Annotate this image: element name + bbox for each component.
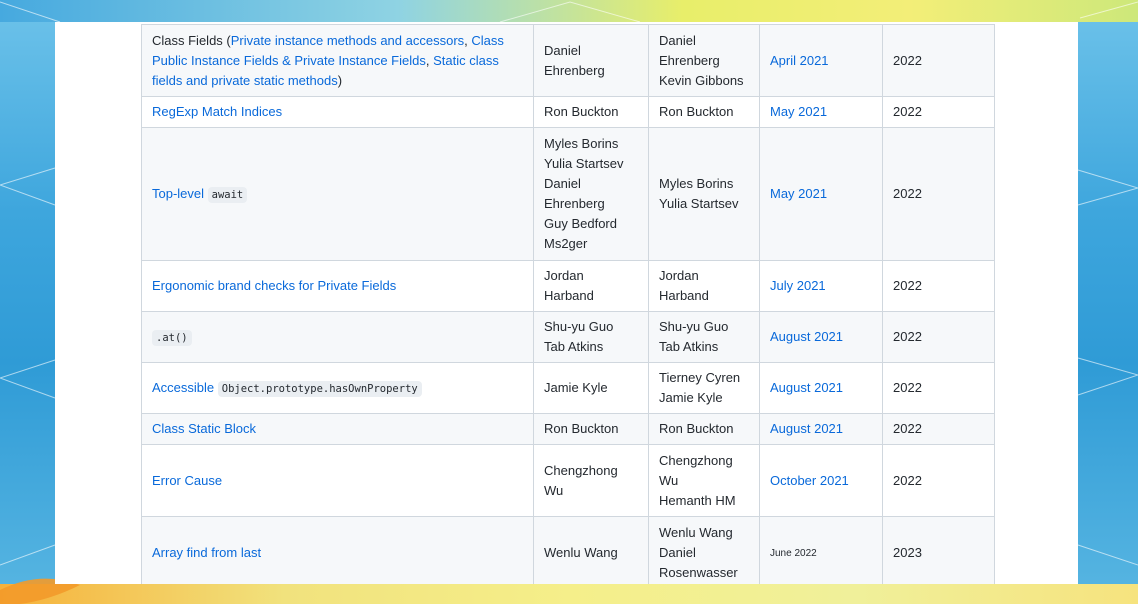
meeting-cell (760, 414, 883, 445)
meeting-link[interactable]: August 2021 (770, 421, 844, 436)
author-name: Yulia Startsev (544, 156, 624, 171)
author-name: Ron Buckton (544, 104, 619, 119)
authors-cell (534, 128, 649, 261)
table-row (142, 414, 995, 445)
code-snippet: await (208, 187, 248, 203)
meeting-link[interactable]: May 2021 (770, 186, 828, 201)
champion-name: Tab Atkins (659, 339, 719, 354)
proposal-link-text: Accessible (152, 379, 218, 395)
proposal-link[interactable]: Class Public Instance Fields & Private Instance Fields (152, 32, 504, 68)
champions-cell (649, 128, 760, 261)
proposal-cell (142, 363, 534, 414)
authors-cell (534, 97, 649, 128)
proposal-cell (142, 97, 534, 128)
champion-name: Hemanth HM (659, 492, 736, 508)
author-name: Daniel (544, 176, 581, 191)
champions-cell (649, 261, 760, 312)
table-row (142, 363, 995, 414)
year-cell: 2022 (883, 25, 995, 97)
author-name: Ms2ger (544, 236, 588, 251)
author-name: Daniel (544, 42, 581, 58)
authors-cell (534, 312, 649, 363)
proposal-link[interactable]: Class Static Block (152, 421, 257, 436)
authors-cell (534, 363, 649, 414)
champion-name: Wenlu Wang (659, 524, 733, 540)
meeting-date: June 2022 (770, 547, 817, 559)
champions-cell (649, 25, 760, 97)
separator-text: , (425, 52, 434, 68)
meeting-cell (760, 445, 883, 517)
proposal-link[interactable]: RegExp Match Indices (152, 104, 283, 119)
champion-name: Chengzhong (659, 452, 733, 468)
proposal-text: ) (337, 72, 343, 88)
proposal-cell (142, 261, 534, 312)
authors-cell (534, 25, 649, 97)
authors-cell (534, 517, 649, 585)
champion-name: Myles Borins (659, 176, 734, 191)
meeting-cell (760, 517, 883, 585)
author-name: Guy Bedford (544, 216, 617, 231)
authors-cell (534, 261, 649, 312)
code-snippet: .at() (152, 330, 192, 346)
champion-name: Jamie Kyle (659, 390, 723, 405)
authors-cell (534, 445, 649, 517)
year-cell: 2023 (883, 517, 995, 585)
year-cell: 2022 (883, 128, 995, 261)
champions-cell (649, 445, 760, 517)
table-row (142, 97, 995, 128)
proposal-cell (142, 25, 534, 97)
year-cell: 2022 (883, 414, 995, 445)
table-row (142, 445, 995, 517)
champion-name: Wu (659, 472, 679, 488)
table-row (142, 25, 995, 97)
meeting-link[interactable]: October 2021 (770, 472, 849, 488)
champion-name: Yulia Startsev (659, 196, 739, 211)
background-bottom-band (0, 584, 1138, 604)
meeting-link[interactable]: August 2021 (770, 329, 844, 344)
year-cell: 2022 (883, 97, 995, 128)
champions-cell (649, 97, 760, 128)
champion-name: Harband (659, 288, 709, 303)
proposal-link-text: Top-level (152, 185, 208, 201)
proposal-text: Class Fields ( (152, 32, 231, 48)
proposal-link[interactable] (152, 186, 247, 201)
proposal-link[interactable]: Array find from last (152, 544, 262, 560)
meeting-cell (760, 97, 883, 128)
meeting-link[interactable]: July 2021 (770, 278, 826, 293)
meeting-link[interactable]: August 2021 (770, 380, 844, 395)
meeting-cell (760, 261, 883, 312)
year-cell: 2022 (883, 312, 995, 363)
champion-name: Daniel (659, 32, 696, 48)
author-name: Shu-yu Guo (544, 319, 614, 334)
table-row (142, 128, 995, 261)
champions-cell (649, 414, 760, 445)
authors-cell (534, 414, 649, 445)
content-panel (55, 22, 1078, 584)
author-name: Ehrenberg (544, 196, 605, 211)
proposal-cell (142, 445, 534, 517)
proposal-link[interactable] (152, 380, 422, 395)
author-name: Ron Buckton (544, 421, 619, 436)
author-name: Jordan (544, 268, 584, 283)
meeting-cell (760, 363, 883, 414)
champion-name: Rosenwasser (659, 564, 738, 580)
champion-name: Kevin Gibbons (659, 72, 744, 88)
champion-name: Ron Buckton (659, 104, 734, 119)
author-name: Jamie Kyle (544, 380, 608, 395)
meeting-cell (760, 128, 883, 261)
proposal-cell (142, 312, 534, 363)
champions-cell (649, 312, 760, 363)
author-name: Harband (544, 288, 594, 303)
proposal-link[interactable] (152, 329, 192, 344)
champions-cell (649, 517, 760, 585)
champions-cell (649, 363, 760, 414)
meeting-link[interactable]: May 2021 (770, 104, 828, 119)
champion-name: Tierney Cyren (659, 370, 741, 385)
meeting-cell (760, 312, 883, 363)
year-cell: 2022 (883, 445, 995, 517)
author-name: Tab Atkins (544, 339, 604, 354)
background-top-band (0, 0, 1138, 22)
proposal-link[interactable]: Error Cause (152, 472, 223, 488)
proposal-cell (142, 414, 534, 445)
champion-name: Ehrenberg (659, 52, 720, 68)
proposal-link[interactable]: Static class fields and private static methods (152, 52, 499, 88)
table-row (142, 517, 995, 585)
code-snippet: Object.prototype.hasOwnProperty (218, 381, 422, 397)
author-name: Ehrenberg (544, 62, 605, 78)
proposals-table (141, 24, 995, 584)
meeting-link[interactable]: April 2021 (770, 52, 829, 68)
year-cell: 2022 (883, 261, 995, 312)
author-name: Chengzhong (544, 462, 618, 478)
champion-name: Daniel (659, 544, 696, 560)
meeting-cell (760, 25, 883, 97)
proposal-link[interactable]: Private instance methods and accessors (230, 32, 465, 48)
table-row (142, 261, 995, 312)
author-name: Wu (544, 482, 564, 498)
champion-name: Ron Buckton (659, 421, 734, 436)
champion-name: Jordan (659, 268, 699, 283)
proposal-link[interactable]: Ergonomic brand checks for Private Fields (152, 278, 397, 293)
year-cell: 2022 (883, 363, 995, 414)
table-row (142, 312, 995, 363)
champion-name: Shu-yu Guo (659, 319, 729, 334)
author-name: Myles Borins (544, 136, 619, 151)
proposal-cell (142, 517, 534, 585)
author-name: Wenlu Wang (544, 544, 618, 560)
separator-text: , (464, 32, 472, 48)
proposal-cell (142, 128, 534, 261)
